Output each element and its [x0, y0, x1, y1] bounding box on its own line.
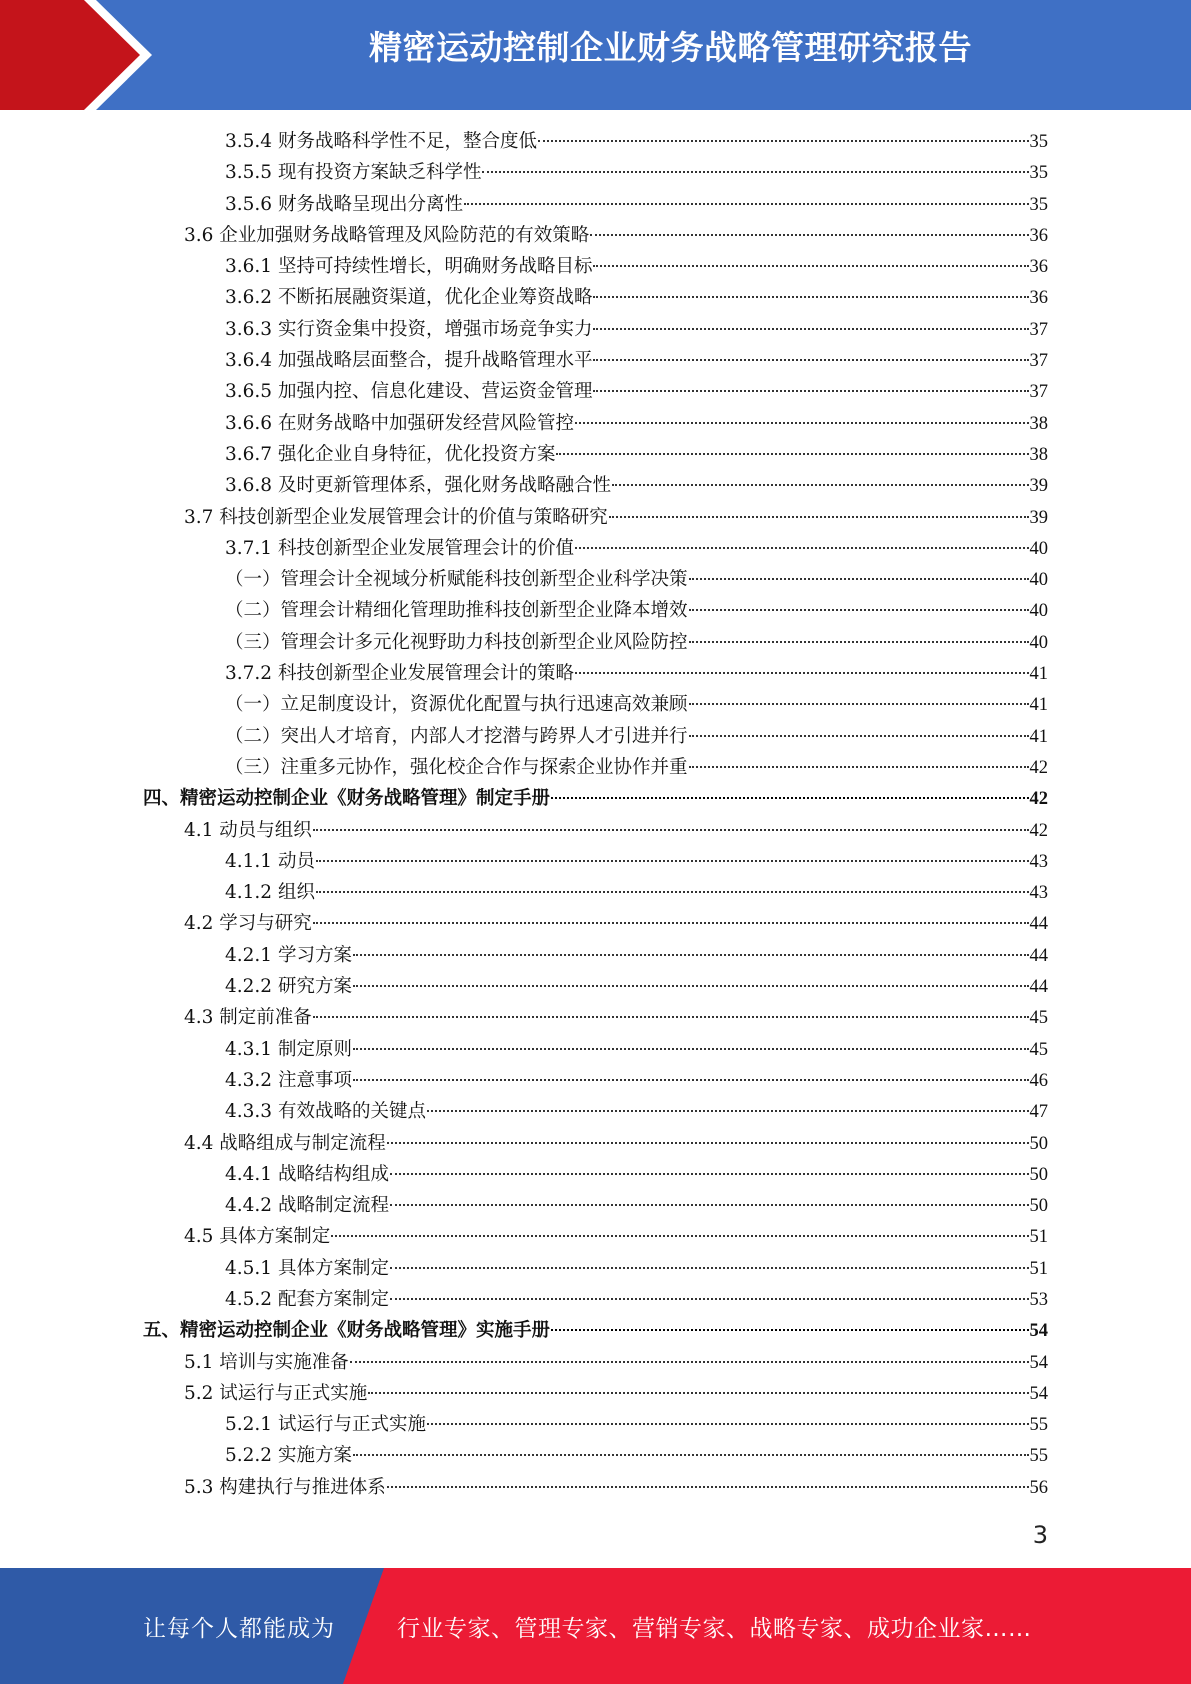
toc-entry[interactable]	[0, 470, 1048, 501]
toc-entry[interactable]	[0, 126, 1048, 157]
toc-leader-dots	[390, 1173, 1029, 1175]
toc-leader-dots	[590, 234, 1028, 236]
toc-entry-title: 3.5.5 现有投资方案缺乏科学性	[225, 162, 482, 184]
toc-entry[interactable]	[0, 1034, 1048, 1065]
toc-entry-title: 3.6.5 加强内控、信息化建设、营运资金管理	[225, 381, 593, 403]
toc-leader-dots	[313, 829, 1029, 831]
toc-entry[interactable]	[0, 1253, 1048, 1284]
toc-entry-page: 40	[1029, 538, 1048, 559]
toc-entry[interactable]	[0, 564, 1048, 595]
toc-entry[interactable]	[0, 1284, 1048, 1315]
toc-entry-page: 38	[1029, 444, 1048, 465]
toc-entry[interactable]	[0, 971, 1048, 1002]
toc-entry[interactable]	[0, 345, 1048, 376]
toc-entry[interactable]	[0, 1190, 1048, 1221]
toc-leader-dots	[593, 265, 1028, 267]
toc-entry[interactable]	[0, 908, 1048, 939]
toc-entry[interactable]	[0, 189, 1048, 220]
footer-roles: 行业专家、管理专家、营销专家、战略专家、成功企业家……	[397, 1616, 1032, 1642]
toc-entry-title: 4.4 战略组成与制定流程	[184, 1132, 386, 1154]
toc-leader-dots	[427, 1423, 1029, 1425]
toc-entry[interactable]	[0, 595, 1048, 626]
toc-entry-page: 44	[1029, 914, 1048, 935]
toc-entry-title: 3.6.7 强化企业自身特征，优化投资方案	[225, 443, 556, 465]
toc-entry-title: （一）立足制度设计，资源优化配置与执行迅速高效兼顾	[225, 694, 688, 716]
toc-entry-page: 41	[1029, 664, 1048, 685]
toc-entry[interactable]	[0, 1347, 1048, 1378]
toc-leader-dots	[353, 1048, 1029, 1050]
toc-leader-dots	[593, 390, 1028, 392]
toc-entry[interactable]	[0, 1315, 1048, 1346]
toc-entry[interactable]	[0, 282, 1048, 313]
toc-leader-dots	[353, 1454, 1029, 1456]
toc-entry-page: 50	[1029, 1196, 1048, 1217]
toc-entry-title: 4.1.2 组织	[225, 882, 315, 904]
toc-entry[interactable]	[0, 1096, 1048, 1127]
toc-entry[interactable]	[0, 376, 1048, 407]
toc-entry-page: 35	[1029, 163, 1048, 184]
toc-entry-page: 54	[1029, 1352, 1048, 1373]
toc-entry-title: 3.6 企业加强财务战略管理及风险防范的有效策略	[184, 224, 590, 246]
toc-leader-dots	[313, 922, 1029, 924]
toc-entry-title: 3.6.8 及时更新管理体系，强化财务战略融合性	[225, 475, 611, 497]
report-title: 精密运动控制企业财务战略管理研究报告	[369, 28, 972, 67]
toc-entry-title: 3.7.2 科技创新型企业发展管理会计的策略	[225, 663, 574, 685]
toc-entry-page: 37	[1029, 319, 1048, 340]
toc-leader-dots	[353, 985, 1029, 987]
toc-entry-page: 37	[1029, 351, 1048, 372]
toc-entry-title: 3.7 科技创新型企业发展管理会计的价值与策略研究	[184, 506, 608, 528]
toc-leader-dots	[689, 703, 1029, 705]
toc-entry[interactable]	[0, 1472, 1048, 1503]
toc-entry-title: （二）突出人才培育，内部人才挖潜与跨界人才引进并行	[225, 725, 688, 747]
toc-entry-title: 4.1.1 动员	[225, 850, 315, 872]
page-header	[0, 0, 1191, 110]
toc-entry-title: （二）管理会计精细化管理助推科技创新型企业降本增效	[225, 600, 688, 622]
toc-entry-page: 47	[1029, 1102, 1048, 1123]
toc-entry-title: 五、精密运动控制企业《财务战略管理》实施手册	[143, 1320, 551, 1342]
page-footer	[0, 1568, 1191, 1684]
page-number: 3	[1032, 1521, 1048, 1549]
toc-entry-page: 46	[1029, 1070, 1048, 1091]
footer-slogan: 让每个人都能成为	[143, 1616, 335, 1642]
table-of-contents	[0, 126, 1191, 1503]
toc-entry[interactable]	[0, 940, 1048, 971]
header-chevron-icon	[0, 0, 140, 110]
toc-entry-title: 4.2 学习与研究	[184, 913, 312, 935]
toc-entry-page: 44	[1029, 977, 1048, 998]
toc-entry-title: 4.4.1 战略结构组成	[225, 1163, 389, 1185]
toc-entry-title: 3.6.6 在财务战略中加强研发经营风险管控	[225, 412, 574, 434]
toc-leader-dots	[575, 422, 1029, 424]
toc-leader-dots	[689, 609, 1029, 611]
toc-entry-page: 40	[1029, 570, 1048, 591]
toc-entry[interactable]	[0, 220, 1048, 251]
toc-leader-dots	[593, 359, 1028, 361]
toc-entry-page: 51	[1029, 1227, 1048, 1248]
toc-entry-title: 5.2 试运行与正式实施	[184, 1382, 368, 1404]
toc-entry-title: 3.5.4 财务战略科学性不足，整合度低	[225, 131, 537, 152]
toc-entry[interactable]	[0, 1159, 1048, 1190]
toc-leader-dots	[353, 954, 1029, 956]
toc-entry-title: 3.6.2 不断拓展融资渠道，优化企业筹资战略	[225, 287, 593, 309]
toc-entry[interactable]	[0, 533, 1048, 564]
toc-entry-page: 54	[1029, 1321, 1048, 1342]
toc-leader-dots	[387, 1142, 1029, 1144]
toc-entry[interactable]	[0, 1409, 1048, 1440]
toc-entry[interactable]	[0, 502, 1048, 533]
toc-entry-title: 4.1 动员与组织	[184, 819, 312, 841]
toc-entry-title: 3.6.1 坚持可持续性增长，明确财务战略目标	[225, 256, 593, 278]
toc-entry-page: 41	[1029, 695, 1048, 716]
toc-leader-dots	[575, 672, 1029, 674]
toc-leader-dots	[593, 296, 1028, 298]
toc-entry-page: 36	[1029, 288, 1048, 309]
toc-entry-title: 5.1 培训与实施准备	[184, 1351, 349, 1373]
toc-entry-title: 四、精密运动控制企业《财务战略管理》制定手册	[143, 788, 551, 810]
toc-leader-dots	[390, 1204, 1029, 1206]
toc-entry[interactable]	[0, 314, 1048, 345]
toc-entry[interactable]	[0, 1002, 1048, 1033]
toc-entry[interactable]	[0, 627, 1048, 658]
toc-leader-dots	[551, 797, 1028, 799]
toc-entry[interactable]	[0, 1440, 1048, 1471]
toc-entry-page: 36	[1029, 225, 1048, 246]
toc-entry-page: 35	[1029, 132, 1048, 152]
toc-entry-page: 39	[1029, 507, 1048, 528]
toc-entry[interactable]	[0, 408, 1048, 439]
toc-entry-page: 44	[1029, 945, 1048, 966]
toc-leader-dots	[316, 860, 1029, 862]
toc-entry-title: 3.7.1 科技创新型企业发展管理会计的价值	[225, 537, 574, 559]
toc-leader-dots	[427, 1110, 1029, 1112]
toc-entry-title: （一）管理会计全视域分析赋能科技创新型企业科学决策	[225, 569, 688, 591]
toc-entry[interactable]	[0, 877, 1048, 908]
toc-leader-dots	[390, 1298, 1029, 1300]
toc-entry-title: 4.3.3 有效战略的关键点	[225, 1101, 426, 1123]
toc-leader-dots	[551, 1329, 1028, 1331]
toc-entry[interactable]	[0, 1221, 1048, 1252]
toc-leader-dots	[316, 891, 1029, 893]
toc-entry-title: 3.6.4 加强战略层面整合，提升战略管理水平	[225, 350, 593, 372]
toc-entry-page: 35	[1029, 194, 1048, 215]
toc-entry-title: 4.2.1 学习方案	[225, 944, 352, 966]
toc-entry-page: 41	[1029, 726, 1048, 747]
toc-entry-title: 5.3 构建执行与推进体系	[184, 1476, 386, 1498]
toc-entry[interactable]	[0, 1065, 1048, 1096]
toc-entry-page: 42	[1029, 820, 1048, 841]
toc-entry-title: 4.3.1 制定原则	[225, 1038, 352, 1060]
toc-leader-dots	[368, 1392, 1028, 1394]
toc-entry-title: 5.2.2 实施方案	[225, 1445, 352, 1467]
toc-leader-dots	[556, 453, 1028, 455]
toc-leader-dots	[387, 1486, 1029, 1488]
toc-entry[interactable]	[0, 251, 1048, 282]
toc-entry[interactable]	[0, 439, 1048, 470]
toc-leader-dots	[689, 641, 1029, 643]
toc-leader-dots	[350, 1361, 1029, 1363]
toc-leader-dots	[313, 1016, 1029, 1018]
toc-entry-page: 54	[1029, 1383, 1048, 1404]
toc-entry-page: 36	[1029, 257, 1048, 278]
toc-entry[interactable]	[0, 846, 1048, 877]
toc-leader-dots	[689, 766, 1029, 768]
toc-entry-page: 45	[1029, 1039, 1048, 1060]
toc-leader-dots	[609, 516, 1029, 518]
toc-leader-dots	[331, 1235, 1028, 1237]
toc-entry-title: 4.5.1 具体方案制定	[225, 1257, 389, 1279]
toc-entry-title: 4.2.2 研究方案	[225, 976, 352, 998]
toc-entry-title: （三）管理会计多元化视野助力科技创新型企业风险防控	[225, 631, 688, 653]
toc-entry-page: 42	[1029, 789, 1048, 810]
toc-entry-title: （三）注重多元协作，强化校企合作与探索企业协作并重	[225, 756, 688, 778]
toc-leader-dots	[390, 1267, 1029, 1269]
toc-entry-page: 43	[1029, 851, 1048, 872]
toc-leader-dots	[538, 140, 1029, 142]
toc-leader-dots	[482, 171, 1028, 173]
toc-entry[interactable]	[0, 689, 1048, 720]
toc-leader-dots	[612, 484, 1029, 486]
toc-entry-page: 45	[1029, 1008, 1048, 1029]
toc-entry-page: 55	[1029, 1446, 1048, 1467]
toc-entry-page: 56	[1029, 1477, 1048, 1498]
toc-entry-title: 4.5.2 配套方案制定	[225, 1288, 389, 1310]
toc-entry[interactable]	[0, 721, 1048, 752]
toc-leader-dots	[689, 578, 1029, 580]
toc-entry-title: 3.6.3 实行资金集中投资，增强市场竞争实力	[225, 318, 593, 340]
toc-leader-dots	[593, 328, 1028, 330]
toc-entry[interactable]	[0, 752, 1048, 783]
toc-entry[interactable]	[0, 1378, 1048, 1409]
toc-leader-dots	[575, 547, 1029, 549]
toc-entry-page: 50	[1029, 1133, 1048, 1154]
toc-entry-page: 40	[1029, 601, 1048, 622]
toc-entry-page: 55	[1029, 1415, 1048, 1436]
toc-entry[interactable]	[0, 815, 1048, 846]
toc-leader-dots	[464, 203, 1029, 205]
toc-entry-page: 39	[1029, 476, 1048, 497]
toc-entry-page: 42	[1029, 757, 1048, 778]
toc-entry-page: 37	[1029, 382, 1048, 403]
toc-entry-page: 51	[1029, 1258, 1048, 1279]
toc-entry-page: 50	[1029, 1164, 1048, 1185]
toc-leader-dots	[689, 735, 1029, 737]
toc-entry-title: 4.3.2 注意事项	[225, 1069, 352, 1091]
toc-entry[interactable]	[0, 157, 1048, 188]
toc-entry-page: 53	[1029, 1289, 1048, 1310]
toc-leader-dots	[353, 1079, 1029, 1081]
toc-entry-title: 4.4.2 战略制定流程	[225, 1195, 389, 1217]
toc-entry[interactable]	[0, 783, 1048, 814]
toc-entry[interactable]	[0, 1128, 1048, 1159]
toc-entry-title: 4.5 具体方案制定	[184, 1226, 331, 1248]
toc-entry-title: 4.3 制定前准备	[184, 1007, 312, 1029]
toc-entry-title: 5.2.1 试运行与正式实施	[225, 1414, 426, 1436]
toc-entry-page: 40	[1029, 632, 1048, 653]
toc-entry[interactable]	[0, 658, 1048, 689]
toc-entry-page: 38	[1029, 413, 1048, 434]
toc-entry-title: 3.5.6 财务战略呈现出分离性	[225, 193, 463, 215]
toc-entry-page: 43	[1029, 883, 1048, 904]
